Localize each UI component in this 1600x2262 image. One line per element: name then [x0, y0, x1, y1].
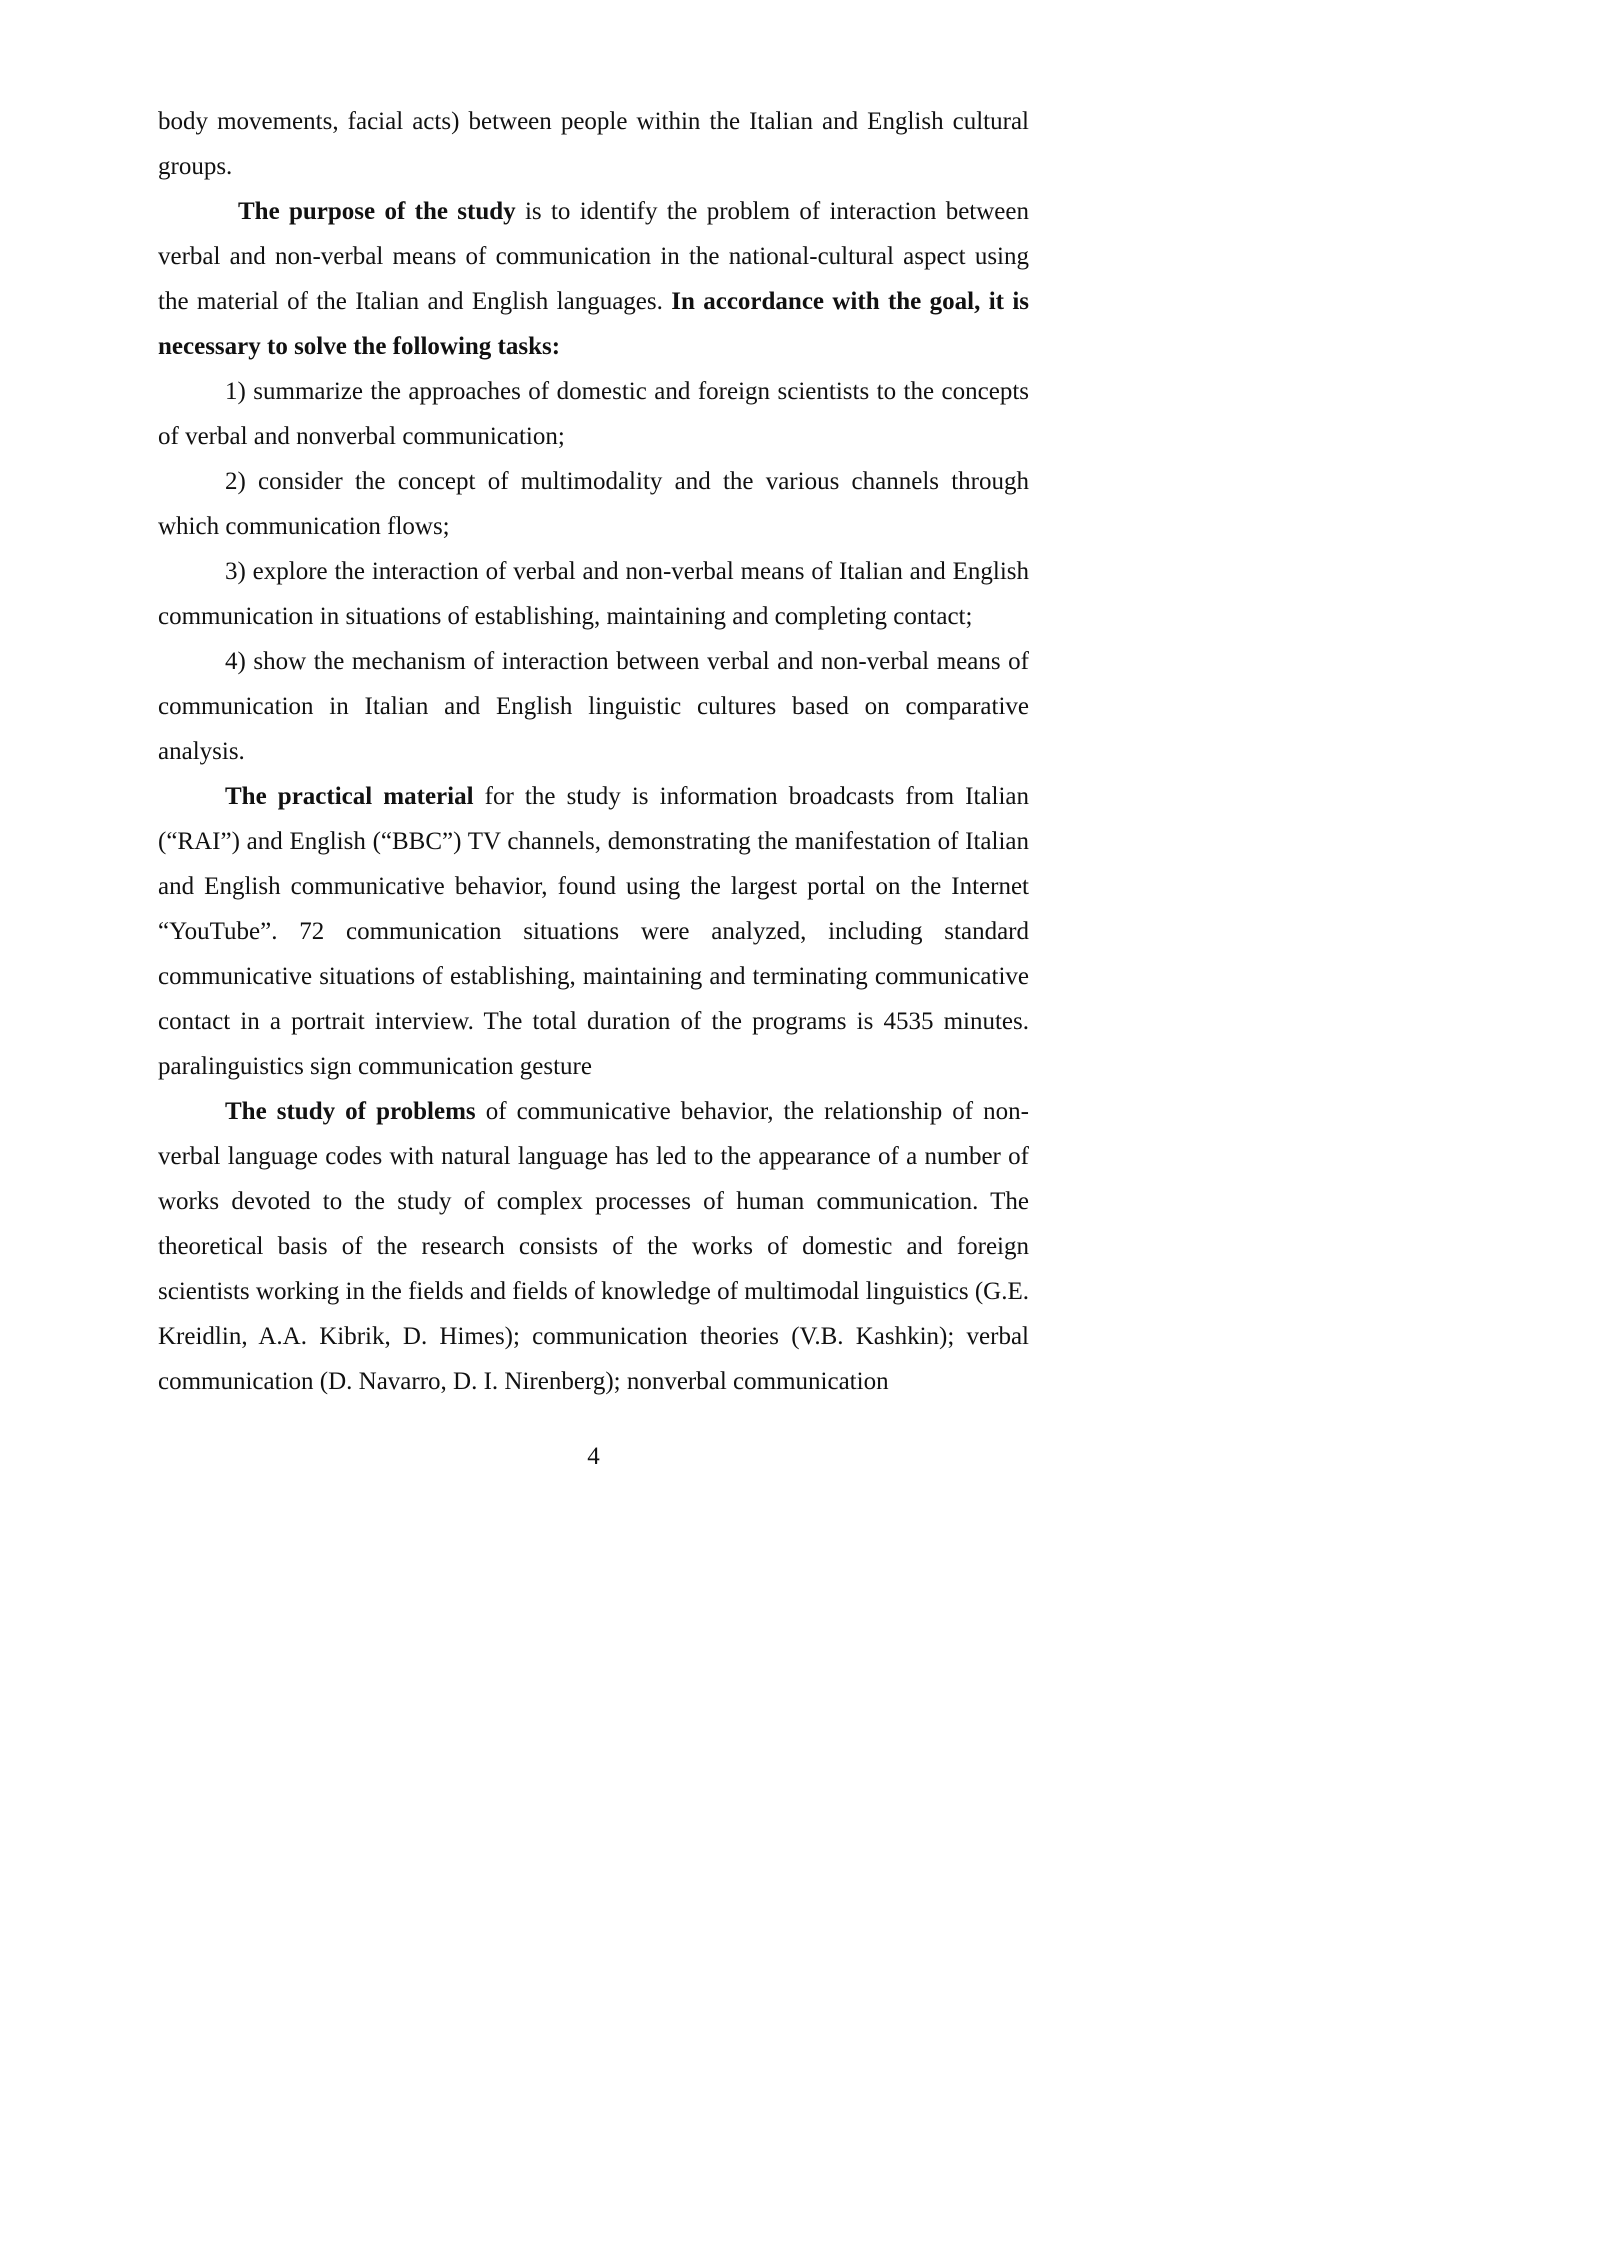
document-body: [158, 99, 1029, 1404]
paragraph-text: is to identify the problem of interaction between verbal and non-verbal means of communication in the national-cultural aspect using the material of the Italian and English languages.: [158, 198, 1030, 315]
paragraph-text: 4) show the mechanism of interaction between verbal and non-verbal means of communication in Italian and English linguistic cultures based on comparative analysis.: [158, 648, 1029, 765]
paragraph-text: for the study is information broadcasts from Italian (“RAI”) and English (“BBC”) TV channels, demonstrating the manifestation of Italian and English communicative behavior, found using the largest portal on the Internet “YouTube”. 72 communication situations were analyzed, including standard communicative situations of establishing, maintaining and terminating communicative contact in a portrait interview. The total duration of the programs is 4535 minutes. paralinguistics sign communication gesture: [158, 783, 1029, 1080]
paragraph-purpose: [158, 189, 1029, 369]
task-item-1: [158, 369, 1029, 459]
bold-lead: The purpose of the study: [238, 198, 516, 225]
paragraph-text: body movements, facial acts) between people within the Italian and English cultural groups.: [158, 108, 1029, 180]
paragraph-study-of-problems: [158, 1089, 1029, 1404]
task-item-4: [158, 639, 1029, 774]
paragraph-continuation: [158, 99, 1029, 189]
task-item-2: [158, 459, 1029, 549]
bold-lead: The study of problems: [225, 1098, 476, 1125]
paragraph-text: 2) consider the concept of multimodality and the various channels through which communication flows;: [158, 468, 1029, 540]
paragraph-text: 1) summarize the approaches of domestic and foreign scientists to the concepts of verbal and nonverbal communication;: [158, 378, 1029, 450]
bold-tail: In accordance with the goal, it is necessary to solve the following tasks:: [158, 288, 1029, 360]
bold-lead: The practical material: [225, 783, 474, 810]
paragraph-text: 3) explore the interaction of verbal and non-verbal means of Italian and English communication in situations of establishing, maintaining and completing contact;: [158, 558, 1029, 630]
paragraph-text: of communicative behavior, the relationship of non-verbal language codes with natural language has led to the appearance of a number of works devoted to the study of complex processes of human communication. The theoretical basis of the research consists of the works of domestic and foreign scientists working in the fields and fields of knowledge of multimodal linguistics (G.E. Kreidlin, A.A. Kibrik, D. Himes); communication theories (V.B. Kashkin); verbal communication (D. Navarro, D. I. Nirenberg); nonverbal communication: [158, 1098, 1029, 1395]
paragraph-practical-material: [158, 774, 1029, 1089]
page-number: 4: [587, 1443, 600, 1470]
task-item-3: [158, 549, 1029, 639]
